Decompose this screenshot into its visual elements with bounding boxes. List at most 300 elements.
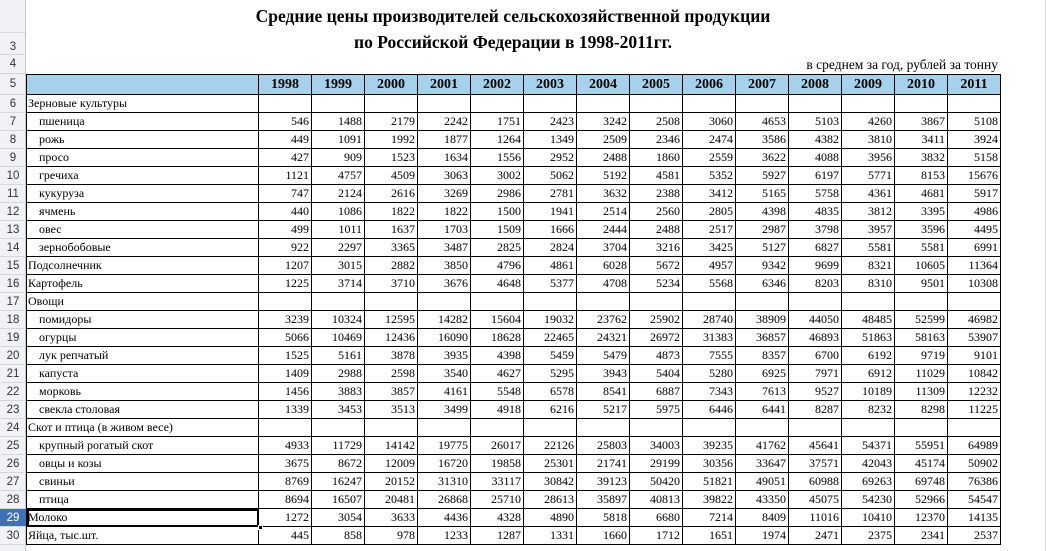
row-label[interactable]: Зерновые культуры <box>27 95 259 113</box>
value-cell[interactable]: 3812 <box>842 203 895 221</box>
row-number[interactable]: 30 <box>0 527 26 545</box>
value-cell[interactable]: 9719 <box>895 347 948 365</box>
value-cell[interactable]: 747 <box>259 185 312 203</box>
value-cell[interactable]: 54547 <box>948 491 1001 509</box>
value-cell[interactable]: 5975 <box>630 401 683 419</box>
value-cell[interactable]: 2423 <box>524 113 577 131</box>
value-cell[interactable]: 6192 <box>842 347 895 365</box>
value-cell[interactable]: 8694 <box>259 491 312 509</box>
value-cell[interactable]: 2598 <box>365 365 418 383</box>
value-cell[interactable]: 1751 <box>471 113 524 131</box>
value-cell[interactable]: 3798 <box>789 221 842 239</box>
row-number[interactable] <box>0 0 26 33</box>
value-cell[interactable]: 9501 <box>895 275 948 293</box>
value-cell[interactable]: 14135 <box>948 509 1001 527</box>
value-cell[interactable]: 4890 <box>524 509 577 527</box>
value-cell[interactable]: 1456 <box>259 383 312 401</box>
value-cell[interactable] <box>259 293 312 311</box>
value-cell[interactable]: 50420 <box>630 473 683 491</box>
row-number[interactable]: 17 <box>0 293 26 311</box>
value-cell[interactable]: 4918 <box>471 401 524 419</box>
value-cell[interactable]: 1264 <box>471 131 524 149</box>
value-cell[interactable] <box>948 419 1001 437</box>
value-cell[interactable]: 1992 <box>365 131 418 149</box>
value-cell[interactable] <box>842 419 895 437</box>
value-cell[interactable]: 2952 <box>524 149 577 167</box>
value-cell[interactable]: 11225 <box>948 401 1001 419</box>
value-cell[interactable]: 922 <box>259 239 312 257</box>
value-cell[interactable]: 1712 <box>630 527 683 545</box>
row-number[interactable]: 18 <box>0 311 26 329</box>
value-cell[interactable]: 8232 <box>842 401 895 419</box>
value-cell[interactable]: 4495 <box>948 221 1001 239</box>
row-label[interactable]: кукуруза <box>27 185 259 203</box>
value-cell[interactable]: 10842 <box>948 365 1001 383</box>
value-cell[interactable]: 25710 <box>471 491 524 509</box>
value-cell[interactable]: 4835 <box>789 203 842 221</box>
value-cell[interactable] <box>365 293 418 311</box>
value-cell[interactable]: 26868 <box>418 491 471 509</box>
row-number[interactable]: 21 <box>0 365 26 383</box>
value-cell[interactable] <box>736 293 789 311</box>
year-header-2007[interactable]: 2007 <box>736 75 789 95</box>
value-cell[interactable]: 29199 <box>630 455 683 473</box>
value-cell[interactable]: 14282 <box>418 311 471 329</box>
row-number[interactable]: 28 <box>0 491 26 509</box>
value-cell[interactable]: 4873 <box>630 347 683 365</box>
row-number[interactable]: 27 <box>0 473 26 491</box>
value-cell[interactable]: 3242 <box>577 113 630 131</box>
value-cell[interactable]: 69263 <box>842 473 895 491</box>
value-cell[interactable]: 5404 <box>630 365 683 383</box>
value-cell[interactable]: 5581 <box>842 239 895 257</box>
value-cell[interactable]: 5062 <box>524 167 577 185</box>
value-cell[interactable]: 3878 <box>365 347 418 365</box>
row-label[interactable]: птица <box>27 491 259 509</box>
value-cell[interactable]: 9699 <box>789 257 842 275</box>
value-cell[interactable]: 4648 <box>471 275 524 293</box>
value-cell[interactable]: 1207 <box>259 257 312 275</box>
value-cell[interactable]: 3411 <box>895 131 948 149</box>
value-cell[interactable]: 2346 <box>630 131 683 149</box>
value-cell[interactable]: 43350 <box>736 491 789 509</box>
row-number[interactable]: 26 <box>0 455 26 473</box>
value-cell[interactable]: 2179 <box>365 113 418 131</box>
value-cell[interactable]: 26017 <box>471 437 524 455</box>
value-cell[interactable]: 8357 <box>736 347 789 365</box>
value-cell[interactable] <box>789 293 842 311</box>
row-label[interactable]: Картофель <box>27 275 259 293</box>
value-cell[interactable]: 30356 <box>683 455 736 473</box>
value-cell[interactable]: 10410 <box>842 509 895 527</box>
value-cell[interactable]: 15676 <box>948 167 1001 185</box>
value-cell[interactable]: 1488 <box>312 113 365 131</box>
value-cell[interactable]: 7613 <box>736 383 789 401</box>
value-cell[interactable]: 5066 <box>259 329 312 347</box>
value-cell[interactable]: 2882 <box>365 257 418 275</box>
value-cell[interactable]: 2297 <box>312 239 365 257</box>
value-cell[interactable]: 1660 <box>577 527 630 545</box>
value-cell[interactable]: 5217 <box>577 401 630 419</box>
row-label[interactable]: морковь <box>27 383 259 401</box>
value-cell[interactable]: 1523 <box>365 149 418 167</box>
value-cell[interactable]: 10469 <box>312 329 365 347</box>
value-cell[interactable]: 2341 <box>895 527 948 545</box>
value-cell[interactable] <box>524 419 577 437</box>
value-cell[interactable] <box>312 293 365 311</box>
value-cell[interactable]: 4653 <box>736 113 789 131</box>
value-cell[interactable]: 1086 <box>312 203 365 221</box>
value-cell[interactable]: 1349 <box>524 131 577 149</box>
value-cell[interactable]: 16720 <box>418 455 471 473</box>
value-cell[interactable] <box>789 419 842 437</box>
value-cell[interactable]: 28740 <box>683 311 736 329</box>
row-number[interactable]: 13 <box>0 221 26 239</box>
value-cell[interactable]: 2488 <box>630 221 683 239</box>
value-cell[interactable]: 3499 <box>418 401 471 419</box>
value-cell[interactable]: 4509 <box>365 167 418 185</box>
value-cell[interactable]: 14142 <box>365 437 418 455</box>
value-cell[interactable]: 25902 <box>630 311 683 329</box>
value-cell[interactable]: 6441 <box>736 401 789 419</box>
value-cell[interactable]: 1121 <box>259 167 312 185</box>
row-label[interactable]: зернобобовые <box>27 239 259 257</box>
year-header-2001[interactable]: 2001 <box>418 75 471 95</box>
value-cell[interactable]: 4088 <box>789 149 842 167</box>
value-cell[interactable]: 3956 <box>842 149 895 167</box>
value-cell[interactable]: 6827 <box>789 239 842 257</box>
value-cell[interactable]: 24321 <box>577 329 630 347</box>
row-number[interactable]: 25 <box>0 437 26 455</box>
value-cell[interactable]: 7971 <box>789 365 842 383</box>
row-label[interactable]: огурцы <box>27 329 259 347</box>
value-cell[interactable]: 3867 <box>895 113 948 131</box>
value-cell[interactable]: 2537 <box>948 527 1001 545</box>
value-cell[interactable] <box>418 419 471 437</box>
value-cell[interactable] <box>895 419 948 437</box>
value-cell[interactable] <box>895 95 948 113</box>
value-cell[interactable]: 3395 <box>895 203 948 221</box>
value-cell[interactable]: 4796 <box>471 257 524 275</box>
value-cell[interactable] <box>842 95 895 113</box>
value-cell[interactable]: 16247 <box>312 473 365 491</box>
value-cell[interactable]: 4957 <box>683 257 736 275</box>
value-cell[interactable]: 5568 <box>683 275 736 293</box>
row-number[interactable]: 23 <box>0 401 26 419</box>
value-cell[interactable]: 1651 <box>683 527 736 545</box>
value-cell[interactable]: 21741 <box>577 455 630 473</box>
value-cell[interactable]: 4398 <box>736 203 789 221</box>
value-cell[interactable] <box>312 419 365 437</box>
value-cell[interactable] <box>259 95 312 113</box>
value-cell[interactable]: 1225 <box>259 275 312 293</box>
value-cell[interactable]: 28613 <box>524 491 577 509</box>
value-cell[interactable] <box>683 95 736 113</box>
value-cell[interactable]: 3704 <box>577 239 630 257</box>
year-header-2010[interactable]: 2010 <box>895 75 948 95</box>
value-cell[interactable] <box>577 419 630 437</box>
value-cell[interactable]: 12232 <box>948 383 1001 401</box>
value-cell[interactable]: 20152 <box>365 473 418 491</box>
fill-handle[interactable] <box>258 525 263 530</box>
header-blank-cell[interactable] <box>27 75 259 95</box>
value-cell[interactable]: 1011 <box>312 221 365 239</box>
value-cell[interactable]: 3540 <box>418 365 471 383</box>
value-cell[interactable]: 4861 <box>524 257 577 275</box>
value-cell[interactable]: 8153 <box>895 167 948 185</box>
value-cell[interactable]: 10605 <box>895 257 948 275</box>
value-cell[interactable]: 55951 <box>895 437 948 455</box>
row-number[interactable]: 24 <box>0 419 26 437</box>
year-header-2011[interactable]: 2011 <box>948 75 1001 95</box>
value-cell[interactable]: 546 <box>259 113 312 131</box>
year-header-1998[interactable]: 1998 <box>259 75 312 95</box>
row-label[interactable]: Подсолнечник <box>27 257 259 275</box>
row-number[interactable]: 11 <box>0 185 26 203</box>
year-header-2004[interactable]: 2004 <box>577 75 630 95</box>
value-cell[interactable] <box>471 293 524 311</box>
row-label[interactable]: ячмень <box>27 203 259 221</box>
value-cell[interactable]: 440 <box>259 203 312 221</box>
value-cell[interactable]: 3850 <box>418 257 471 275</box>
value-cell[interactable]: 978 <box>365 527 418 545</box>
value-cell[interactable]: 5459 <box>524 347 577 365</box>
value-cell[interactable]: 9342 <box>736 257 789 275</box>
value-cell[interactable]: 8541 <box>577 383 630 401</box>
row-number[interactable]: 19 <box>0 329 26 347</box>
value-cell[interactable]: 3412 <box>683 185 736 203</box>
value-cell[interactable]: 4161 <box>418 383 471 401</box>
value-cell[interactable]: 9101 <box>948 347 1001 365</box>
value-cell[interactable]: 50902 <box>948 455 1001 473</box>
value-cell[interactable]: 3632 <box>577 185 630 203</box>
value-cell[interactable]: 2824 <box>524 239 577 257</box>
value-cell[interactable]: 1272 <box>259 509 312 527</box>
value-cell[interactable]: 2986 <box>471 185 524 203</box>
value-cell[interactable]: 5234 <box>630 275 683 293</box>
value-cell[interactable]: 2508 <box>630 113 683 131</box>
row-number[interactable]: 20 <box>0 347 26 365</box>
value-cell[interactable]: 33117 <box>471 473 524 491</box>
value-cell[interactable]: 19775 <box>418 437 471 455</box>
value-cell[interactable]: 2471 <box>789 527 842 545</box>
value-cell[interactable]: 5280 <box>683 365 736 383</box>
row-label[interactable]: лук репчатый <box>27 347 259 365</box>
value-cell[interactable]: 22465 <box>524 329 577 347</box>
value-cell[interactable] <box>577 293 630 311</box>
value-cell[interactable]: 6346 <box>736 275 789 293</box>
value-cell[interactable]: 4708 <box>577 275 630 293</box>
value-cell[interactable]: 1339 <box>259 401 312 419</box>
value-cell[interactable]: 3883 <box>312 383 365 401</box>
value-cell[interactable]: 51821 <box>683 473 736 491</box>
value-cell[interactable]: 48485 <box>842 311 895 329</box>
row-number[interactable]: 3 <box>0 33 26 55</box>
value-cell[interactable]: 64989 <box>948 437 1001 455</box>
value-cell[interactable]: 3015 <box>312 257 365 275</box>
value-cell[interactable]: 2560 <box>630 203 683 221</box>
year-header-2009[interactable]: 2009 <box>842 75 895 95</box>
value-cell[interactable] <box>630 293 683 311</box>
value-cell[interactable]: 3216 <box>630 239 683 257</box>
value-cell[interactable]: 1091 <box>312 131 365 149</box>
value-cell[interactable]: 4382 <box>789 131 842 149</box>
value-cell[interactable]: 33647 <box>736 455 789 473</box>
value-cell[interactable]: 909 <box>312 149 365 167</box>
value-cell[interactable]: 46982 <box>948 311 1001 329</box>
value-cell[interactable]: 52966 <box>895 491 948 509</box>
value-cell[interactable]: 8310 <box>842 275 895 293</box>
value-cell[interactable]: 2375 <box>842 527 895 545</box>
year-header-2006[interactable]: 2006 <box>683 75 736 95</box>
value-cell[interactable]: 4757 <box>312 167 365 185</box>
value-cell[interactable]: 69748 <box>895 473 948 491</box>
value-cell[interactable]: 2474 <box>683 131 736 149</box>
value-cell[interactable]: 3365 <box>365 239 418 257</box>
value-cell[interactable]: 3810 <box>842 131 895 149</box>
value-cell[interactable]: 1233 <box>418 527 471 545</box>
value-cell[interactable]: 45075 <box>789 491 842 509</box>
value-cell[interactable]: 8321 <box>842 257 895 275</box>
value-cell[interactable]: 10308 <box>948 275 1001 293</box>
year-header-2008[interactable]: 2008 <box>789 75 842 95</box>
value-cell[interactable]: 4361 <box>842 185 895 203</box>
row-label[interactable]: гречиха <box>27 167 259 185</box>
value-cell[interactable]: 45174 <box>895 455 948 473</box>
value-cell[interactable]: 2514 <box>577 203 630 221</box>
value-cell[interactable]: 3957 <box>842 221 895 239</box>
value-cell[interactable]: 6028 <box>577 257 630 275</box>
value-cell[interactable] <box>948 293 1001 311</box>
value-cell[interactable]: 3586 <box>736 131 789 149</box>
value-cell[interactable]: 4681 <box>895 185 948 203</box>
value-cell[interactable]: 3453 <box>312 401 365 419</box>
value-cell[interactable]: 31383 <box>683 329 736 347</box>
value-cell[interactable]: 3714 <box>312 275 365 293</box>
value-cell[interactable]: 12370 <box>895 509 948 527</box>
value-cell[interactable]: 1877 <box>418 131 471 149</box>
value-cell[interactable]: 5165 <box>736 185 789 203</box>
row-label[interactable]: овцы и козы <box>27 455 259 473</box>
value-cell[interactable] <box>471 419 524 437</box>
value-cell[interactable] <box>895 293 948 311</box>
row-label[interactable]: свиньи <box>27 473 259 491</box>
value-cell[interactable]: 76386 <box>948 473 1001 491</box>
row-label[interactable]: Овощи <box>27 293 259 311</box>
value-cell[interactable]: 26972 <box>630 329 683 347</box>
value-cell[interactable]: 5103 <box>789 113 842 131</box>
value-cell[interactable]: 34003 <box>630 437 683 455</box>
value-cell[interactable]: 4436 <box>418 509 471 527</box>
value-cell[interactable]: 7214 <box>683 509 736 527</box>
value-cell[interactable] <box>365 95 418 113</box>
value-cell[interactable]: 51863 <box>842 329 895 347</box>
row-label[interactable]: помидоры <box>27 311 259 329</box>
value-cell[interactable]: 6700 <box>789 347 842 365</box>
year-header-2000[interactable]: 2000 <box>365 75 418 95</box>
value-cell[interactable]: 49051 <box>736 473 789 491</box>
value-cell[interactable]: 53907 <box>948 329 1001 347</box>
value-cell[interactable]: 11729 <box>312 437 365 455</box>
value-cell[interactable]: 2388 <box>630 185 683 203</box>
value-cell[interactable]: 1974 <box>736 527 789 545</box>
value-cell[interactable]: 5771 <box>842 167 895 185</box>
value-cell[interactable]: 3269 <box>418 185 471 203</box>
value-cell[interactable]: 25301 <box>524 455 577 473</box>
value-cell[interactable]: 5352 <box>683 167 736 185</box>
value-cell[interactable]: 9527 <box>789 383 842 401</box>
value-cell[interactable]: 6887 <box>630 383 683 401</box>
row-label[interactable]: капуста <box>27 365 259 383</box>
value-cell[interactable]: 54230 <box>842 491 895 509</box>
value-cell[interactable]: 39123 <box>577 473 630 491</box>
value-cell[interactable]: 3710 <box>365 275 418 293</box>
value-cell[interactable]: 45641 <box>789 437 842 455</box>
value-cell[interactable]: 5295 <box>524 365 577 383</box>
value-cell[interactable]: 6925 <box>736 365 789 383</box>
value-cell[interactable]: 39822 <box>683 491 736 509</box>
value-cell[interactable]: 19032 <box>524 311 577 329</box>
value-cell[interactable] <box>418 95 471 113</box>
value-cell[interactable]: 8769 <box>259 473 312 491</box>
value-cell[interactable]: 5917 <box>948 185 1001 203</box>
value-cell[interactable]: 35897 <box>577 491 630 509</box>
value-cell[interactable] <box>471 95 524 113</box>
value-cell[interactable]: 11364 <box>948 257 1001 275</box>
value-cell[interactable]: 2781 <box>524 185 577 203</box>
value-cell[interactable] <box>736 419 789 437</box>
value-cell[interactable]: 11029 <box>895 365 948 383</box>
row-label[interactable]: просо <box>27 149 259 167</box>
value-cell[interactable]: 6991 <box>948 239 1001 257</box>
value-cell[interactable]: 8203 <box>789 275 842 293</box>
row-label[interactable]: Молоко <box>27 509 259 527</box>
value-cell[interactable]: 2559 <box>683 149 736 167</box>
value-cell[interactable]: 12009 <box>365 455 418 473</box>
value-cell[interactable]: 7555 <box>683 347 736 365</box>
value-cell[interactable]: 52599 <box>895 311 948 329</box>
value-cell[interactable]: 12595 <box>365 311 418 329</box>
value-cell[interactable]: 1822 <box>365 203 418 221</box>
value-cell[interactable]: 6680 <box>630 509 683 527</box>
value-cell[interactable]: 1525 <box>259 347 312 365</box>
value-cell[interactable]: 8287 <box>789 401 842 419</box>
value-cell[interactable]: 2825 <box>471 239 524 257</box>
value-cell[interactable]: 23762 <box>577 311 630 329</box>
value-cell[interactable]: 16090 <box>418 329 471 347</box>
value-cell[interactable]: 3676 <box>418 275 471 293</box>
value-cell[interactable] <box>577 95 630 113</box>
value-cell[interactable] <box>789 95 842 113</box>
row-number[interactable]: 9 <box>0 149 26 167</box>
row-label[interactable]: крупный рогатый скот <box>27 437 259 455</box>
value-cell[interactable]: 4933 <box>259 437 312 455</box>
value-cell[interactable]: 44050 <box>789 311 842 329</box>
value-cell[interactable]: 3513 <box>365 401 418 419</box>
value-cell[interactable]: 5672 <box>630 257 683 275</box>
value-cell[interactable]: 10189 <box>842 383 895 401</box>
value-cell[interactable]: 19858 <box>471 455 524 473</box>
value-cell[interactable]: 4581 <box>630 167 683 185</box>
value-cell[interactable]: 6446 <box>683 401 736 419</box>
value-cell[interactable]: 4986 <box>948 203 1001 221</box>
value-cell[interactable] <box>259 419 312 437</box>
value-cell[interactable]: 445 <box>259 527 312 545</box>
value-cell[interactable] <box>842 293 895 311</box>
row-label[interactable]: овес <box>27 221 259 239</box>
value-cell[interactable]: 10324 <box>312 311 365 329</box>
value-cell[interactable]: 1860 <box>630 149 683 167</box>
